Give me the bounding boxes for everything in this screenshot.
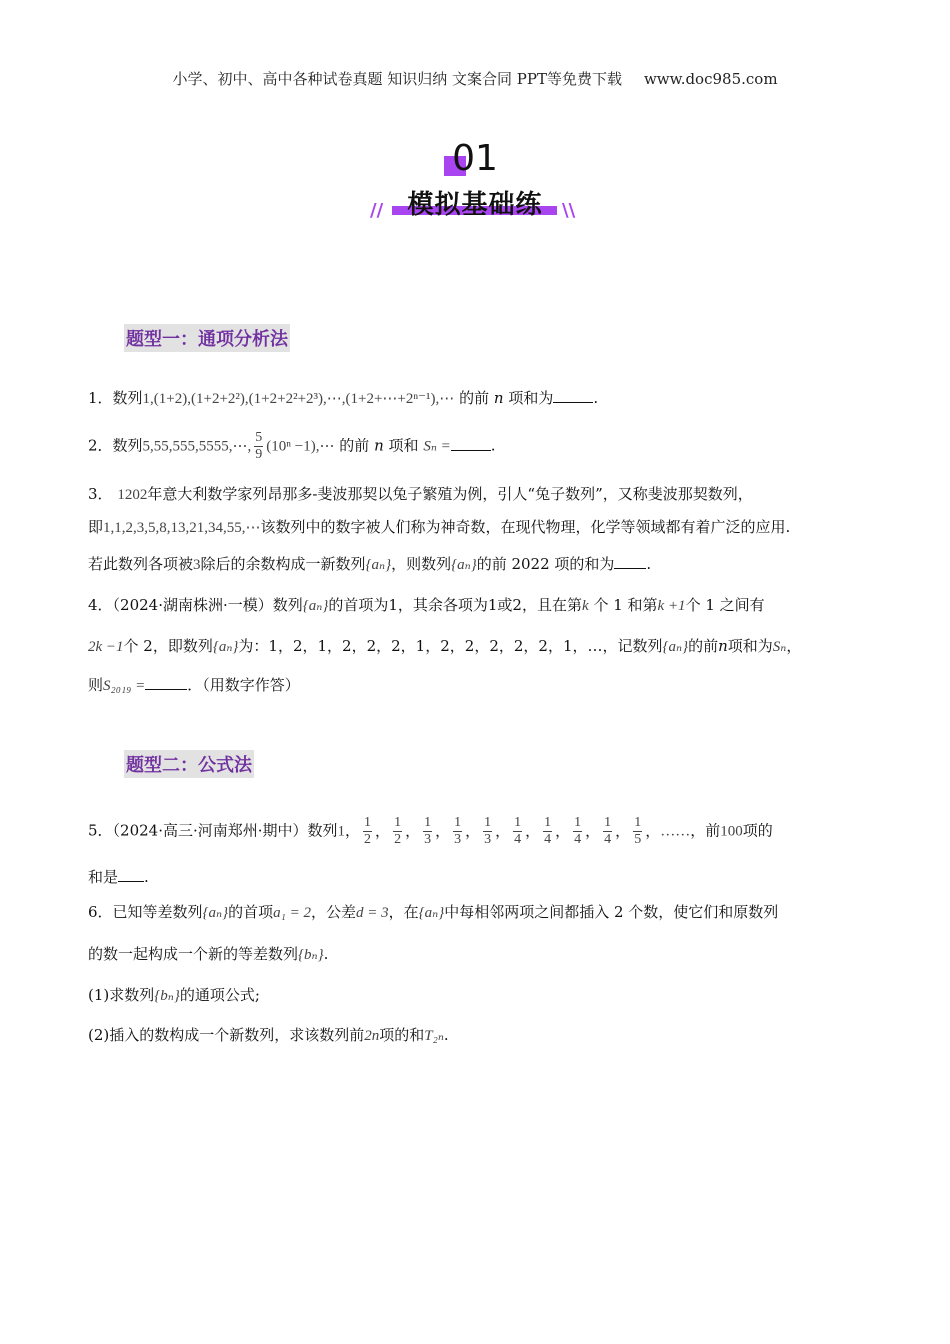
question-2: 2．数列5,55,555,5555,⋯, $\frac{5}{9}$ (10ⁿ −1),⋯ 的前 n 项和 Sₙ = . bbox=[88, 430, 496, 462]
fraction-term: $\frac{1}{4}$ bbox=[514, 815, 522, 847]
question-6-part-1: (1)求数列{bₙ}的通项公式; bbox=[88, 986, 260, 1004]
page-header bbox=[0, 68, 950, 89]
section-heading-1: 题型一：通项分析法 bbox=[124, 324, 290, 352]
section-heading-2: 题型二：公式法 bbox=[124, 750, 254, 778]
header-text: 小学、初中、高中各种试卷真题 知识归纳 文案合同 PPT等免费下载 bbox=[172, 70, 622, 88]
answer-blank[interactable] bbox=[118, 880, 144, 882]
fraction-term: $\frac{1}{4}$ bbox=[574, 815, 582, 847]
answer-blank[interactable] bbox=[451, 449, 491, 451]
left-slash-deco: // bbox=[370, 200, 384, 221]
section-title: 模拟基础练 bbox=[0, 184, 950, 221]
section-number: 01 bbox=[0, 138, 950, 179]
fraction-term: $\frac{1}{3}$ bbox=[484, 815, 492, 847]
fraction-term: $\frac{1}{3}$ bbox=[424, 815, 432, 847]
question-4-line-3: 则S₂₀₁₉ = ．（用数字作答） bbox=[88, 676, 300, 694]
question-6: 6．已知等差数列{aₙ}的首项a₁ = 2，公差d = 3，在{aₙ}中每相邻两项之间都插入 2 个数，使它们和原数列 bbox=[88, 903, 779, 921]
question-6-part-2: (2)插入的数构成一个新数列，求该数列前2n项的和T₂ₙ. bbox=[88, 1026, 449, 1044]
question-5: 5．（2024·高三·河南郑州·期中）数列1， $\frac{1}{2}$ ， $\frac{1}{2}$ ， $\frac{1}{3}$ ， $\frac{1}{3}$ ， $\frac{1}{3}$ ， $\frac{1}{4}$ ， $\frac{1}{4}$ ， $\frac{1}{4}$ ， $\frac{1}{4}$ ， $\frac{1}{5}$ ，……，前100项的 bbox=[88, 815, 773, 847]
fraction-term: $\frac{1}{4}$ bbox=[604, 815, 612, 847]
question-6-line-2: 的数一起构成一个新的等差数列{bₙ}. bbox=[88, 945, 329, 963]
fraction-term: $\frac{1}{4}$ bbox=[544, 815, 552, 847]
fraction-term: $\frac{1}{5}$ bbox=[634, 815, 642, 847]
answer-blank[interactable] bbox=[553, 401, 593, 403]
question-4: 4．（2024·湖南株洲·一模）数列{aₙ}的首项为1，其余各项为1或2，且在第k 个 1 和第k +1个 1 之间有 bbox=[88, 596, 765, 614]
question-3-line-3: 若此数列各项被3除后的余数构成一新数列{aₙ}，则数列{aₙ}的前 2022 项的和为 . bbox=[88, 555, 652, 573]
question-5-line-2: 和是 . bbox=[88, 868, 149, 886]
question-3: 3． 1202年意大利数学家列昂那多-斐波那契以兔子繁殖为例，引人“兔子数列”，又称斐波那契数列， bbox=[88, 485, 753, 503]
right-slash-deco: \\ bbox=[562, 200, 576, 221]
fraction-term: $\frac{1}{2}$ bbox=[394, 815, 402, 847]
answer-blank[interactable] bbox=[145, 688, 187, 690]
fraction-term: $\frac{1}{2}$ bbox=[364, 815, 372, 847]
fraction-term: $\frac{1}{3}$ bbox=[454, 815, 462, 847]
answer-blank[interactable] bbox=[614, 567, 646, 569]
question-4-line-2: 2k −1个 2，即数列{aₙ}为：1，2，1，2，2，2，1，2，2，2，2，2，1，…，记数列{aₙ}的前n项和为Sₙ， bbox=[88, 637, 802, 655]
question-1: 1．数列1,(1+2),(1+2+2²),(1+2+2²+2³),⋯,(1+2+⋯+2ⁿ⁻¹),⋯ 的前 n 项和为 . bbox=[88, 389, 599, 407]
question-3-line-2: 即1,1,2,3,5,8,13,21,34,55,⋯该数列中的数字被人们称为神奇数，在现代物理，化学等领域都有着广泛的应用. bbox=[88, 518, 791, 536]
header-site: www.doc985.com bbox=[643, 70, 778, 88]
